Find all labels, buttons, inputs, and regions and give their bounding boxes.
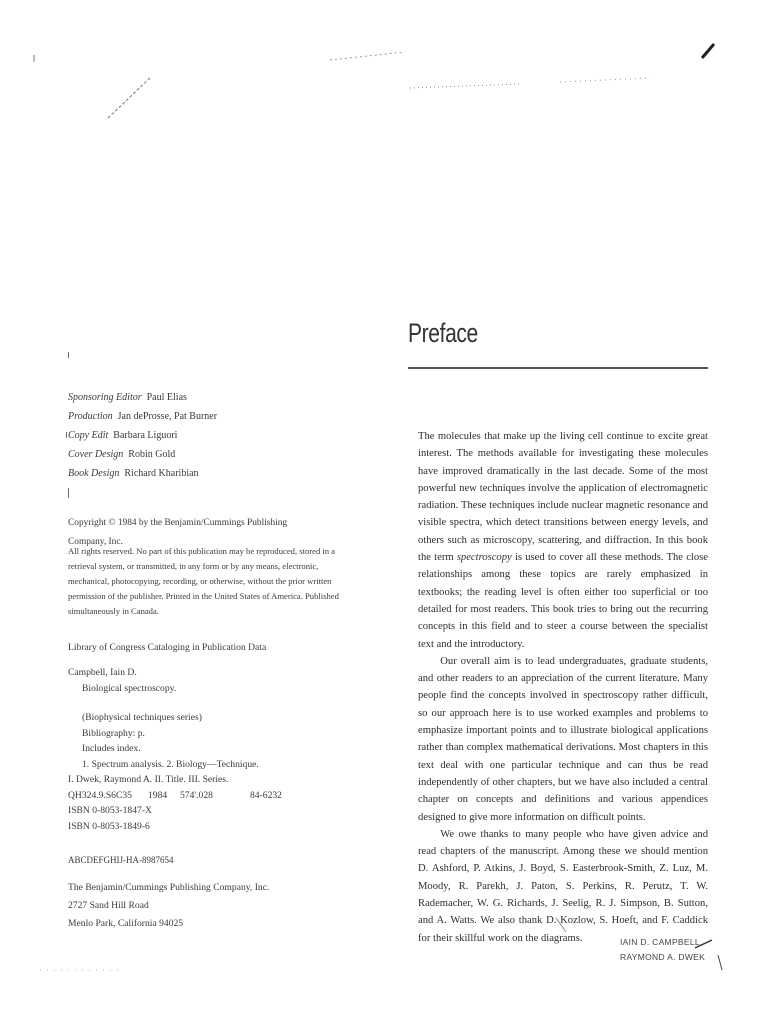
- cip-year: 1984: [148, 789, 168, 801]
- cip-author: Campbell, Iain D.: [68, 667, 137, 678]
- publisher-street: 2727 Sand Hill Road: [68, 900, 149, 911]
- title-rule: [408, 367, 708, 369]
- credit-role: Sponsoring Editor: [68, 392, 142, 403]
- emphasis-term: spectroscopy: [456, 552, 512, 564]
- credit-role: Book Design: [68, 468, 120, 479]
- margin-tick: [68, 352, 69, 358]
- cip-added-entries: I. Dwek, Raymond A. II. Title. III. Series.: [68, 774, 229, 785]
- preface-body: [418, 428, 708, 947]
- credit-row: [68, 407, 288, 426]
- publisher-city: Menlo Park, California 94025: [68, 918, 184, 929]
- isbn: ISBN 0-8053-1849-6: [68, 820, 150, 832]
- cip-heading: Library of Congress Cataloging in Publication Data: [68, 642, 267, 653]
- copyright-notice: Copyright © 1984 by the Benjamin/Cummings Publishing Company, Inc.: [68, 518, 288, 547]
- lccn: 84-6232: [250, 789, 282, 801]
- cip-series: (Biophysical techniques series): [82, 712, 202, 723]
- margin-tick: [68, 488, 69, 498]
- credit-row: [68, 445, 288, 464]
- credit-role: Production: [68, 411, 113, 422]
- cip-index: Includes index.: [82, 743, 141, 754]
- credit-role: Cover Design: [68, 449, 124, 460]
- publisher-address: [68, 879, 328, 933]
- publisher-name: The Benjamin/Cummings Publishing Company, Inc.: [68, 882, 270, 893]
- author-signatures: [620, 935, 705, 965]
- lc-number: QH324.9.S6C35: [68, 789, 132, 801]
- credit-name: Barbara Liguori: [113, 430, 178, 441]
- credit-name: Richard Kharibian: [124, 468, 199, 479]
- cip-classification: [68, 788, 338, 804]
- credit-row: [68, 464, 288, 483]
- print-code: ABCDEFGHIJ-HA-8987654: [68, 855, 174, 865]
- preface-paragraph: The molecules that make up the living cell continue to excite great interest. The methods available for investigating these molecules have improved dramatically in the last decade. Some of the most powerful new techniques involve the application of electromagnetic radiation. These techniques include nuclear magnetic resonance and visible spectra, which detect transitions between energy levels, and others such as microscopy, scattering, and diffraction. In this book the term spectroscopy is used to cover all these methods. The close relationships among these topics are rarely emphasized in textbooks; the reading level is often either too superficial or too detailed for most readers. This book tries to bring out the recurring concepts in this field and to steer a course between the specialist text and the introductory.: [418, 431, 708, 650]
- cip-block: [68, 665, 338, 834]
- author-name: IAIN D. CAMPBELL: [620, 937, 700, 947]
- credit-name: Robin Gold: [128, 449, 176, 460]
- page-title: Preface: [408, 318, 478, 349]
- credit-name: Paul Elias: [146, 392, 187, 403]
- margin-tick: [66, 432, 67, 438]
- credits-list: [68, 388, 288, 483]
- cip-bibliography: Bibliography: p.: [82, 727, 145, 739]
- preface-paragraph: We owe thanks to many people who have given advice and read chapters of the manuscript. Among these we should mention D. Ashford, P. Atkins, J. Boyd, S. Easterbrook-Smith, Z. Luz, M. Moody, R. Parekh, J. Paton, S. Perkins, R. Perutz, T. W. Rademacher, W. G. Richards, J. Seelig, R. J. Simpson, B. Sutton, and A. Watts. We also thank D. Kozlow, S. Hoeft, and F. Caddick for their skillful work on the diagrams.: [418, 828, 708, 944]
- isbn: ISBN 0-8053-1847-X: [68, 805, 152, 816]
- credit-role: Copy Edit: [68, 430, 109, 441]
- credit-row: [68, 388, 288, 407]
- scan-noise-top: [0, 0, 768, 140]
- cip-title: Biological spectroscopy.: [82, 682, 177, 694]
- preface-paragraph: Our overall aim is to lead undergraduates, graduate students, and other readers to an appreciation of the current literature. Many people find the concepts involved in spectroscopy rather difficult, so our approach here is to use worked examples and problems to emphasize important points and to illustrate biological applications rather than complex mathematical derivations. Most chapters in this text deal with one particular technique and can thus be read independently of other chapters, but we have also included a central chapter on concepts and definitions and various appendices designed to give more information on difficult points.: [418, 655, 708, 823]
- rights-statement: All rights reserved. No part of this publication may be reproduced, stored in a retrieval system, or transmitted, in any form or by any means, electronic, mechanical, photocopying, recording, or otherwise, without the prior written permission of the publisher. Printed in the United States of America. Published simultaneously in Canada.: [68, 546, 339, 616]
- cip-subjects: 1. Spectrum analysis. 2. Biology—Technique.: [82, 758, 259, 770]
- credit-row: [68, 426, 288, 445]
- dewey-number: 574'.028: [180, 789, 213, 801]
- author-name: RAYMOND A. DWEK: [620, 952, 706, 962]
- credit-name: Jan deProsse, Pat Burner: [117, 411, 218, 422]
